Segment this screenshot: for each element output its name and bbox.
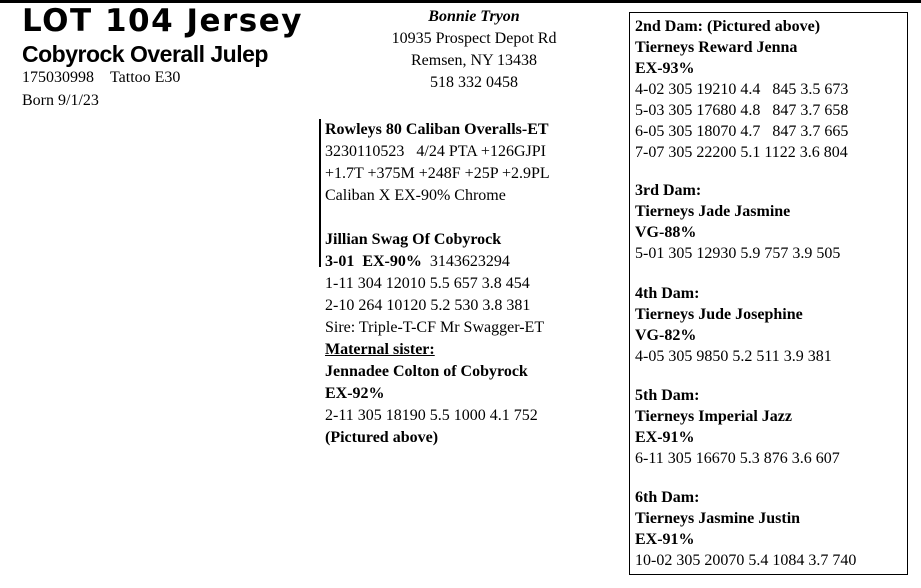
- dam-3-block: [635, 180, 840, 264]
- dam-class: VG-88%: [635, 224, 697, 241]
- dam-name: Tierneys Jude Josephine: [635, 306, 803, 323]
- dam-name: Tierneys Jade Jasmine: [635, 203, 791, 220]
- dam-class: EX-93%: [635, 60, 695, 77]
- sire-info-line: Caliban X EX-90% Chrome: [325, 187, 506, 204]
- dam-registration: 3143623294: [429, 253, 510, 270]
- dam-record: 5-01 305 12930 5.9 757 3.9 505: [635, 245, 841, 262]
- dam-heading: 6th Dam:: [635, 489, 700, 506]
- sire-block: [325, 119, 550, 207]
- dam-heading: 4th Dam:: [635, 285, 700, 302]
- dam-record: 2-10 264 10120 5.2 530 3.8 381: [325, 297, 531, 314]
- dam-record: 5-03 305 17680 4.8 847 3.7 658: [635, 102, 849, 119]
- dam-4-block: [635, 283, 832, 367]
- owner-name: Bonnie Tryon: [428, 8, 520, 25]
- dam-5-block: [635, 385, 840, 469]
- registration-number: 175030998: [22, 69, 94, 86]
- dam-record: 6-05 305 18070 4.7 847 3.7 665: [635, 123, 849, 140]
- sire-info-line: +1.7T +375M +248F +25P +2.9PL: [325, 165, 550, 182]
- owner-street: 10935 Prospect Depot Rd: [391, 30, 557, 47]
- dam-6-block: [635, 487, 856, 571]
- dam-class: EX-91%: [635, 429, 695, 446]
- dam-sire-line: Sire: Triple-T-CF Mr Swagger-ET: [325, 319, 545, 336]
- dam-name: Tierneys Jasmine Justin: [635, 510, 801, 527]
- dam-2-block: [635, 16, 848, 163]
- dam-record: 10-02 305 20070 5.4 1084 3.7 740: [635, 552, 857, 569]
- owner-block: [360, 6, 588, 94]
- dam-class: EX-91%: [635, 531, 695, 548]
- lot-title: LOT 104 Jersey: [22, 3, 303, 39]
- dam-record: 1-11 304 12010 5.5 657 3.8 454: [325, 275, 530, 292]
- tattoo: Tattoo E30: [110, 69, 181, 86]
- sire-name: Rowleys 80 Caliban Overalls-ET: [325, 121, 549, 138]
- birth-date: Born 9/1/23: [22, 92, 99, 109]
- dam-heading: 5th Dam:: [635, 387, 700, 404]
- dam-class: VG-82%: [635, 327, 697, 344]
- registration-line: [22, 67, 180, 89]
- dam-class-line: [325, 251, 544, 273]
- maternal-sister-name: Jennadee Colton of Cobyrock: [325, 363, 528, 380]
- dam-record: 7-07 305 22200 5.1 1122 3.6 804: [635, 144, 848, 161]
- sire-info-line: 3230110523 4/24 PTA +126GJPI: [325, 143, 546, 160]
- dam-classification: 3-01 EX-90%: [325, 253, 422, 270]
- maternal-sister-record: 2-11 305 18190 5.5 1000 4.1 752: [325, 407, 538, 424]
- dam-name: Tierneys Reward Jenna: [635, 39, 798, 56]
- dam-name: Tierneys Imperial Jazz: [635, 408, 793, 425]
- maternal-sister-class: EX-92%: [325, 385, 385, 402]
- owner-city: Remsen, NY 13438: [410, 52, 538, 69]
- pedigree-bracket: [319, 119, 321, 267]
- dam-heading: 3rd Dam:: [635, 182, 702, 199]
- dam-record: 6-11 305 16670 5.3 876 3.6 607: [635, 450, 840, 467]
- dam-record: 4-05 305 9850 5.2 511 3.9 381: [635, 348, 832, 365]
- animal-name: Cobyrock Overall Julep: [22, 41, 268, 67]
- maternal-sister-note: (Pictured above): [325, 429, 439, 446]
- owner-phone: 518 332 0458: [430, 74, 518, 91]
- dam-block: [325, 229, 544, 449]
- dam-name: Jillian Swag Of Cobyrock: [325, 231, 502, 248]
- dam-heading: 2nd Dam: (Pictured above): [635, 18, 821, 35]
- dam-record: 4-02 305 19210 4.4 845 3.5 673: [635, 81, 849, 98]
- maternal-sister-heading: Maternal sister:: [325, 341, 435, 358]
